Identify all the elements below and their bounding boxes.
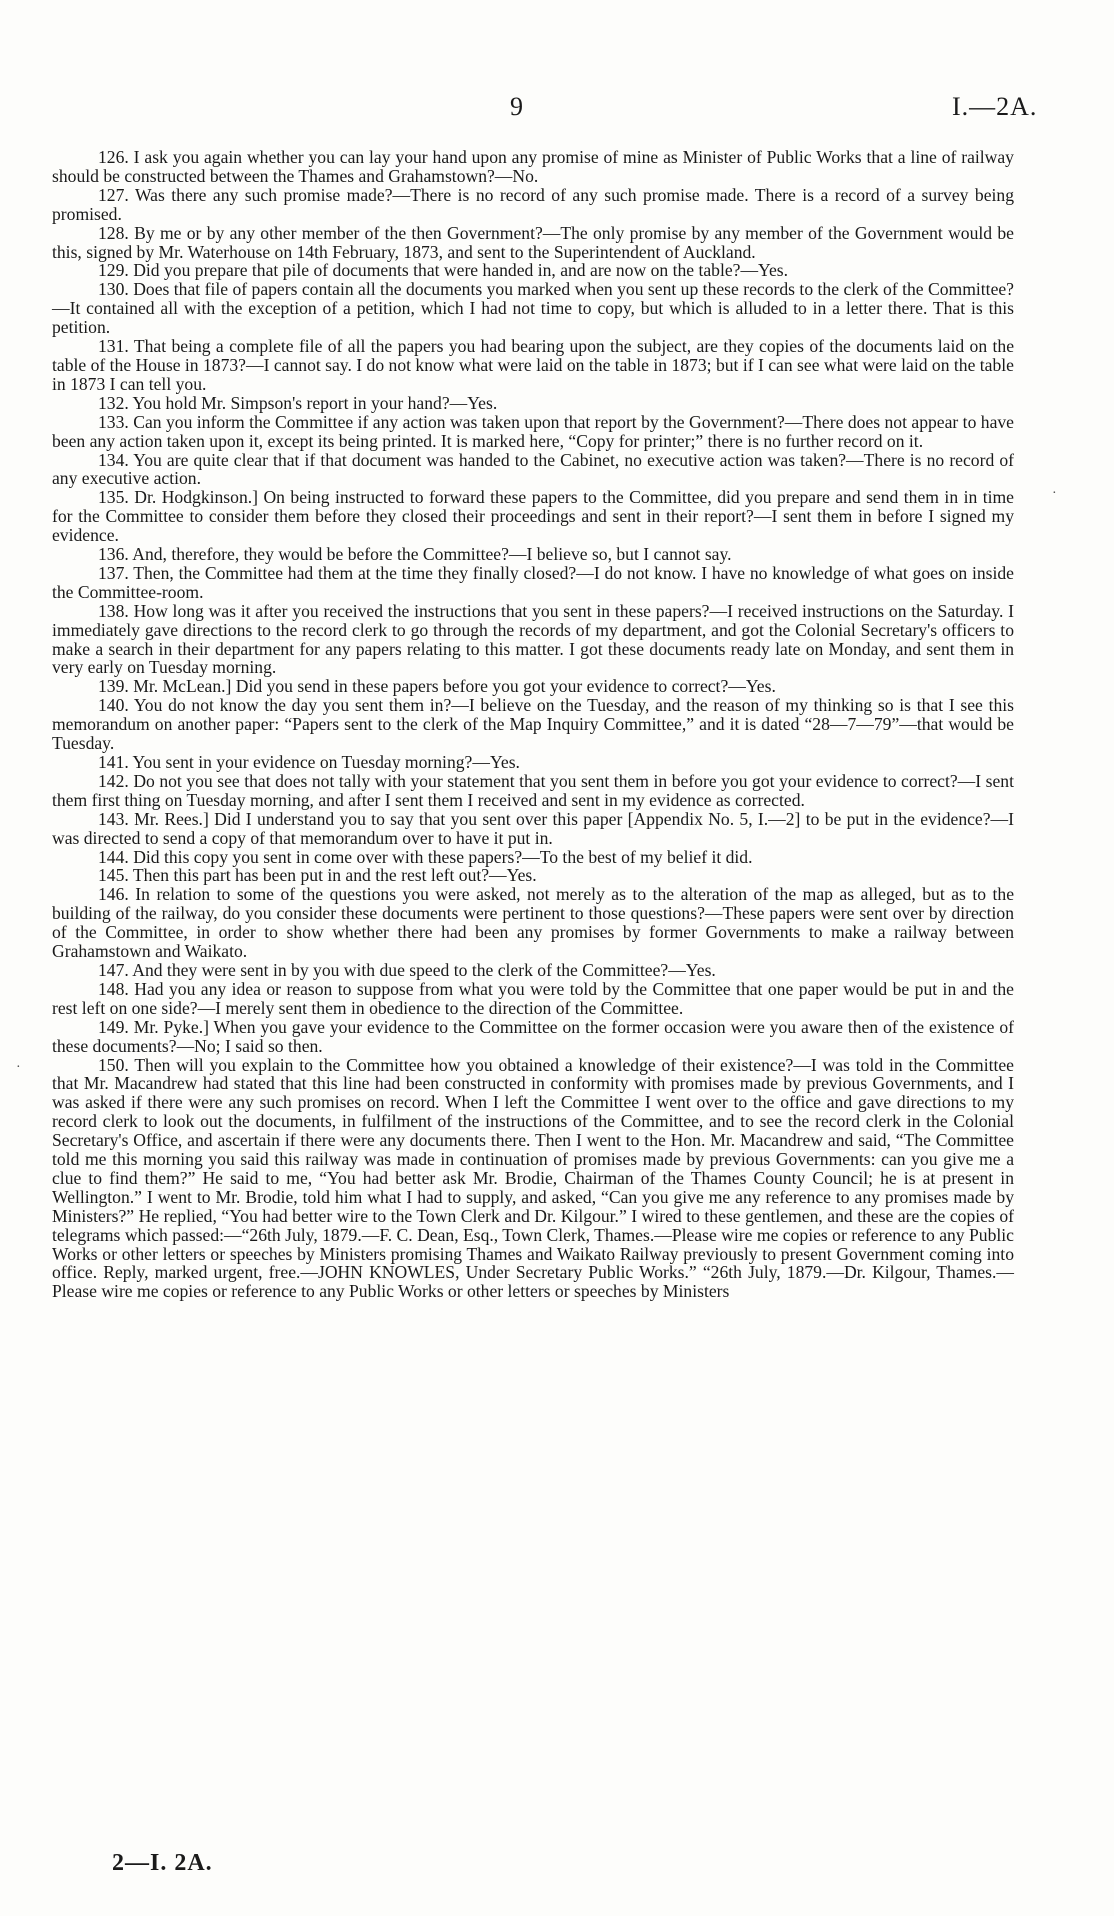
evidence-paragraph [52,413,1014,451]
signature-mark: 2—I. 2A. [112,1850,213,1876]
question-number: 145. [98,865,129,886]
question-text: Then, the Committee had them at the time they finally closed?—I do not know. I have no knowledge of what goes on inside the Committee-room. [52,562,1014,602]
question-number: 129. [98,260,129,281]
evidence-paragraph [52,451,1014,489]
question-number: 130. [98,279,129,300]
question-text: And they were sent in by you with due speed to the clerk of the Committee?—Yes. [132,959,716,980]
question-text: In relation to some of the questions you were asked, not merely as to the alteration of the map as alleged, but as to the building of the railway, do you consider these documents were pertinent to those questions?—These papers were sent over by direction of the Committee, in order to show whether there had been any promises by former Governments to make a railway between Grahamstown and Waikato. [52,884,1015,962]
question-number: 146. [98,884,129,905]
question-number: 139. [98,676,129,697]
evidence-paragraph [52,1018,1014,1056]
evidence-paragraph [52,224,1014,262]
question-text: Did this copy you sent in come over with these papers?—To the best of my belief it did. [133,846,753,867]
question-text: You sent in your evidence on Tuesday morning?—Yes. [132,752,520,772]
question-number: 131. [98,336,129,357]
evidence-paragraph [52,186,1014,224]
question-number: 127. [98,184,129,205]
question-text: I ask you again whether you can lay your hand upon any promise of mine as Minister of Public Works that a line of railway should be constructed between the Thames and Grahamstown?—No. [52,147,1014,186]
evidence-paragraph [52,564,1014,602]
evidence-paragraph [52,602,1014,678]
margin-dot: · [16,1060,21,1075]
question-text: Do not you see that does not tally with your statement that you sent them in before you got your evidence to correct?—I sent them first thing on Tuesday morning, and after I sent them I received and sent in my evidence as corrected. [52,770,1014,810]
question-number: 140. [98,695,129,716]
question-number: 143. [98,808,129,829]
evidence-paragraph [52,772,1014,810]
question-text: Had you any idea or reason to suppose from what you were told by the Committee that one paper would be put in and the rest left on one side?—I merely sent them in obedience to the direction of the Committee. [52,978,1014,1018]
question-number: 149. [98,1016,129,1037]
question-text: Can you inform the Committee if any action was taken upon that report by the Government?—There does not appear to have been any action taken upon it, except its being printed. It is marked here, “Copy for printer;” there is no further record on it. [52,411,1014,451]
evidence-paragraph [52,980,1014,1018]
evidence-paragraph [52,866,1014,885]
evidence-paragraph [52,961,1014,980]
question-text: Mr. McLean.] Did you send in these papers before you got your evidence to correct?—Yes. [133,676,776,697]
question-number: 148. [98,978,129,999]
question-number: 138. [98,600,129,621]
question-number: 141. [98,752,129,772]
question-text: Mr. Pyke.] When you gave your evidence to the Committee on the former occasion were you aware then of the existence of these documents?—No; I said so then. [52,1016,1014,1056]
question-number: 132. [98,392,129,413]
evidence-paragraph [52,261,1014,280]
question-text: Does that file of papers contain all the documents you marked when you sent up these records to the clerk of the Committee?—It contained all with the exception of a petition, which I had not time to copy, but which is alluded to in a letter there. That is this petition. [52,279,1014,338]
document-reference: I.—2A. [952,92,1038,121]
question-number: 133. [98,411,129,432]
question-number: 142. [98,770,129,791]
question-text: By me or by any other member of the then Government?—The only promise by any member of the Government would be this, signed by Mr. Waterhouse on 14th February, 1873, and sent to the Superintendent of Auckland. [52,222,1014,262]
page-number: 9 [510,92,523,121]
question-text: Then this part has been put in and the rest left out?—Yes. [132,865,537,886]
question-text: Was there any such promise made?—There is no record of any such promise made. There is a record of a survey being promised. [52,184,1014,224]
margin-dot: · [1052,486,1057,501]
evidence-paragraph [52,545,1014,564]
evidence-paragraph [52,394,1014,413]
evidence-paragraph [52,488,1014,545]
question-number: 147. [98,959,129,980]
evidence-paragraph [52,810,1014,848]
page-header [0,92,1114,132]
evidence-paragraph [52,1056,1014,1302]
question-number: 150. [98,1054,129,1075]
evidence-paragraph [52,148,1014,186]
evidence-paragraph [52,753,1014,772]
question-text: You are quite clear that if that document was handed to the Cabinet, no executive action was taken?—There is no record of any executive action. [52,449,1015,489]
question-text: That being a complete file of all the papers you had bearing upon the subject, are they copies of the documents laid on the table of the House in 1873?—I cannot say. I do not know what were laid on the table in 1873; but if I can see what were laid on the table in 1873 I can tell you. [52,336,1014,394]
evidence-paragraph [52,677,1014,696]
question-text: You hold Mr. Simpson's report in your hand?—Yes. [132,392,498,413]
question-number: 135. [98,487,129,508]
evidence-paragraph [52,848,1014,867]
question-number: 134. [98,449,129,470]
question-text: Did you prepare that pile of documents that were handed in, and are now on the table?—Yes. [133,260,789,281]
evidence-paragraph [52,885,1014,961]
evidence-paragraph [52,337,1014,394]
question-number: 137. [98,562,129,583]
question-text: Dr. Hodgkinson.] On being instructed to forward these papers to the Committee, did you prepare and send them in in time for the Committee to consider them before they closed their proceedings and sent in their report?—I sent them in before I signed my evidence. [52,487,1014,546]
evidence-paragraph [52,280,1014,337]
question-text: Then will you explain to the Committee how you obtained a knowledge of their existence?—I was told in the Committee that Mr. Macandrew had stated that this line had been constructed in conformity with promises made by previous Governments, and I was asked if there were any such promises on record. When I left the Committee I went over to the office and gave directions to my record clerk to look out the documents, in fulfilment of the instructions of the Committee, and to see the record clerk in the Colonial Secretary's Office, and ascertain if there were any documents there. Then I went to the Hon. Mr. Macandrew and said, “The Committee told me this morning you said this railway was made in continuation of promises made by previous Governments: can you give me a clue to find them?” He said to me, “You had better ask Mr. Brodie, Chairman of the Thames County Council; he is at present in Wellington.” I went to Mr. Brodie, told him what I had to supply, and asked, “Can you give me any reference to any promises made by Ministers?” He replied, “You had better wire to the Town Clerk and Dr. Kilgour.” I wired to these gentlemen, and these are the copies of telegrams which passed:—“26th July, 1879.—F. C. Dean, Esq., Town Clerk, Thames.—Please wire me copies or reference to any Public Works or other letters or speeches by Ministers promising Thames and Waikato Railway previously to present Government coming into office. Reply, marked urgent, free.—JOHN KNOWLES, Under Secretary Public Works.” “26th July, 1879.—Dr. Kilgour, Thames.—Please wire me copies or reference to any Public Works or other letters or speeches by Ministers [52,1054,1014,1302]
question-number: 128. [98,222,129,243]
evidence-text [52,148,1014,1301]
question-text: How long was it after you received the instructions that you sent in these papers?—I received instructions on the Saturday. I immediately gave directions to the record clerk to go through the records of my department, and got the Colonial Secretary's officers to make a search in their department for any papers relating to this matter. I got these documents ready late on Monday, and sent them in very early on Tuesday morning. [52,600,1014,678]
question-text: And, therefore, they would be before the Committee?—I believe so, but I cannot say. [132,544,732,565]
question-number: 136. [98,544,129,565]
question-number: 144. [98,846,129,867]
evidence-paragraph [52,696,1014,753]
question-text: You do not know the day you sent them in?—I believe on the Tuesday, and the reason of my thinking so is that I see this memorandum on another paper: “Papers sent to the clerk of the Map Inquiry Committee,” and it is dated “28—7—79”—that would be Tuesday. [52,695,1014,754]
question-text: Mr. Rees.] Did I understand you to say that you sent over this paper [Appendix No. 5, I.—2] to be put in the evidence?—I was directed to send a copy of that memorandum over to have it put in. [52,808,1014,848]
question-number: 126. [98,147,129,167]
